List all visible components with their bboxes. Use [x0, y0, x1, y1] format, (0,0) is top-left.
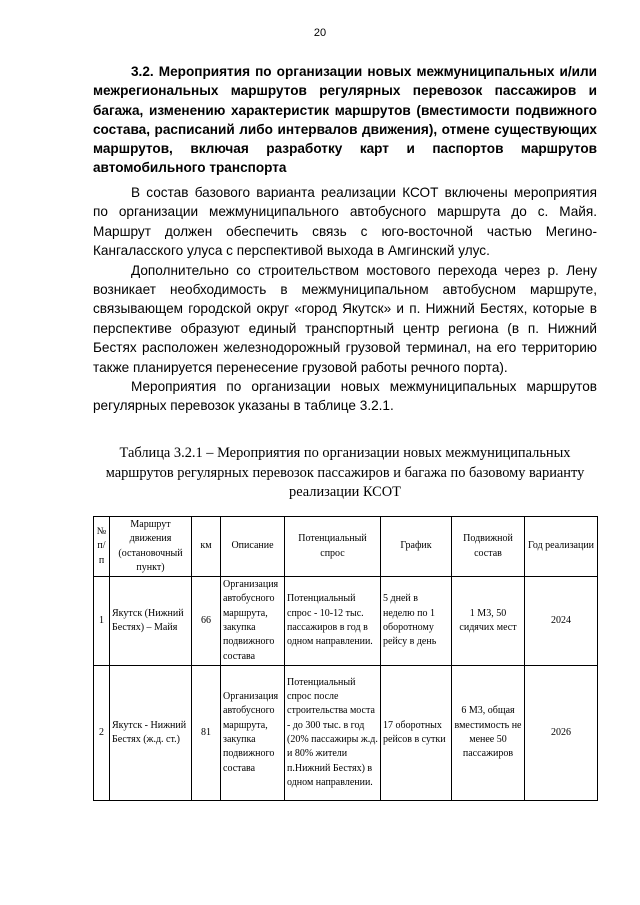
cell-rolling-stock: 6 М3, общая вместимость не менее 50 пассажиров — [452, 665, 525, 800]
paragraph: В состав базового варианта реализации КСОТ включены мероприятия по организации межмуниципального автобусного маршрута до с. Майя. Маршрут должен обеспечить связь с юго-восточной частью Мегино-Кангаласского улуса с перспективой выхода в Амгинский улус. — [93, 185, 597, 259]
table-header-row — [94, 517, 598, 577]
header-km: км — [192, 517, 221, 577]
table-row — [94, 665, 598, 800]
header-num: № п/п — [94, 517, 110, 577]
cell-year: 2024 — [525, 577, 598, 666]
header-rolling-stock: Подвижной состав — [452, 517, 525, 577]
cell-schedule: 17 оборотных рейсов в сутки — [381, 665, 452, 800]
cell-km: 81 — [192, 665, 221, 800]
cell-description: Организация автобусного маршрута, закупка подвижного состава — [221, 665, 285, 800]
header-schedule: График — [381, 517, 452, 577]
header-year: Год реализации — [525, 517, 598, 577]
cell-description: Организация автобусного маршрута, закупка подвижного состава — [221, 577, 285, 666]
table-row — [94, 577, 598, 666]
header-demand: Потенциальный спрос — [285, 517, 381, 577]
section-heading: 3.2. Мероприятия по организации новых межмуниципальных и/или межрегиональных маршрутов регулярных перевозок пассажиров и багажа, изменению характеристик маршрутов (вместимости подвижного состава, расписаний либо интервалов движения), отмене существующих маршрутов, включая разработку карт и паспортов маршрутов автомобильного транспорта — [93, 64, 597, 176]
cell-route: Якутск (Нижний Бестях) – Майя — [110, 577, 192, 666]
paragraph: Дополнительно со строительством мостового перехода через р. Лену возникает необходимость в межмуниципальном автобусном маршруте, связывающем городской округ «город Якутск» и п. Нижний Бестях, которые в перспективе образуют единый транспортный центр региона (в п. Нижний Бестях расположен железнодорожный грузовой терминал, на его территорию также планируется перенесение грузовой работы речного порта). — [93, 262, 597, 375]
paragraph: Мероприятия по организации новых межмуниципальных маршрутов регулярных перевозок указаны в таблице 3.2.1. — [93, 379, 597, 414]
header-description: Описание — [221, 517, 285, 577]
table-caption: Таблица 3.2.1 – Мероприятия по организации новых межмуниципальных маршрутов регулярных перевозок пассажиров и багажа по базовому варианту реализации КСОТ — [105, 445, 585, 500]
body-text — [93, 183, 597, 416]
cell-year: 2026 — [525, 665, 598, 800]
cell-num: 2 — [94, 665, 110, 800]
cell-demand: Потенциальный спрос после строительства моста - до 300 тыс. в год (20% пассажиры ж.д. и 80% жители п.Нижний Бестях) в одном направлении. — [285, 665, 381, 800]
page-number: 20 — [313, 27, 327, 39]
cell-demand: Потенциальный спрос - 10-12 тыс. пассажиров в год в одном направлении. — [285, 577, 381, 666]
cell-rolling-stock: 1 М3, 50 сидячих мест — [452, 577, 525, 666]
cell-num: 1 — [94, 577, 110, 666]
header-route: Маршрут движения (остановочный пункт) — [110, 517, 192, 577]
cell-km: 66 — [192, 577, 221, 666]
routes-table — [93, 516, 598, 801]
cell-schedule: 5 дней в неделю по 1 оборотному рейсу в день — [381, 577, 452, 666]
cell-route: Якутск - Нижний Бестях (ж.д. ст.) — [110, 665, 192, 800]
